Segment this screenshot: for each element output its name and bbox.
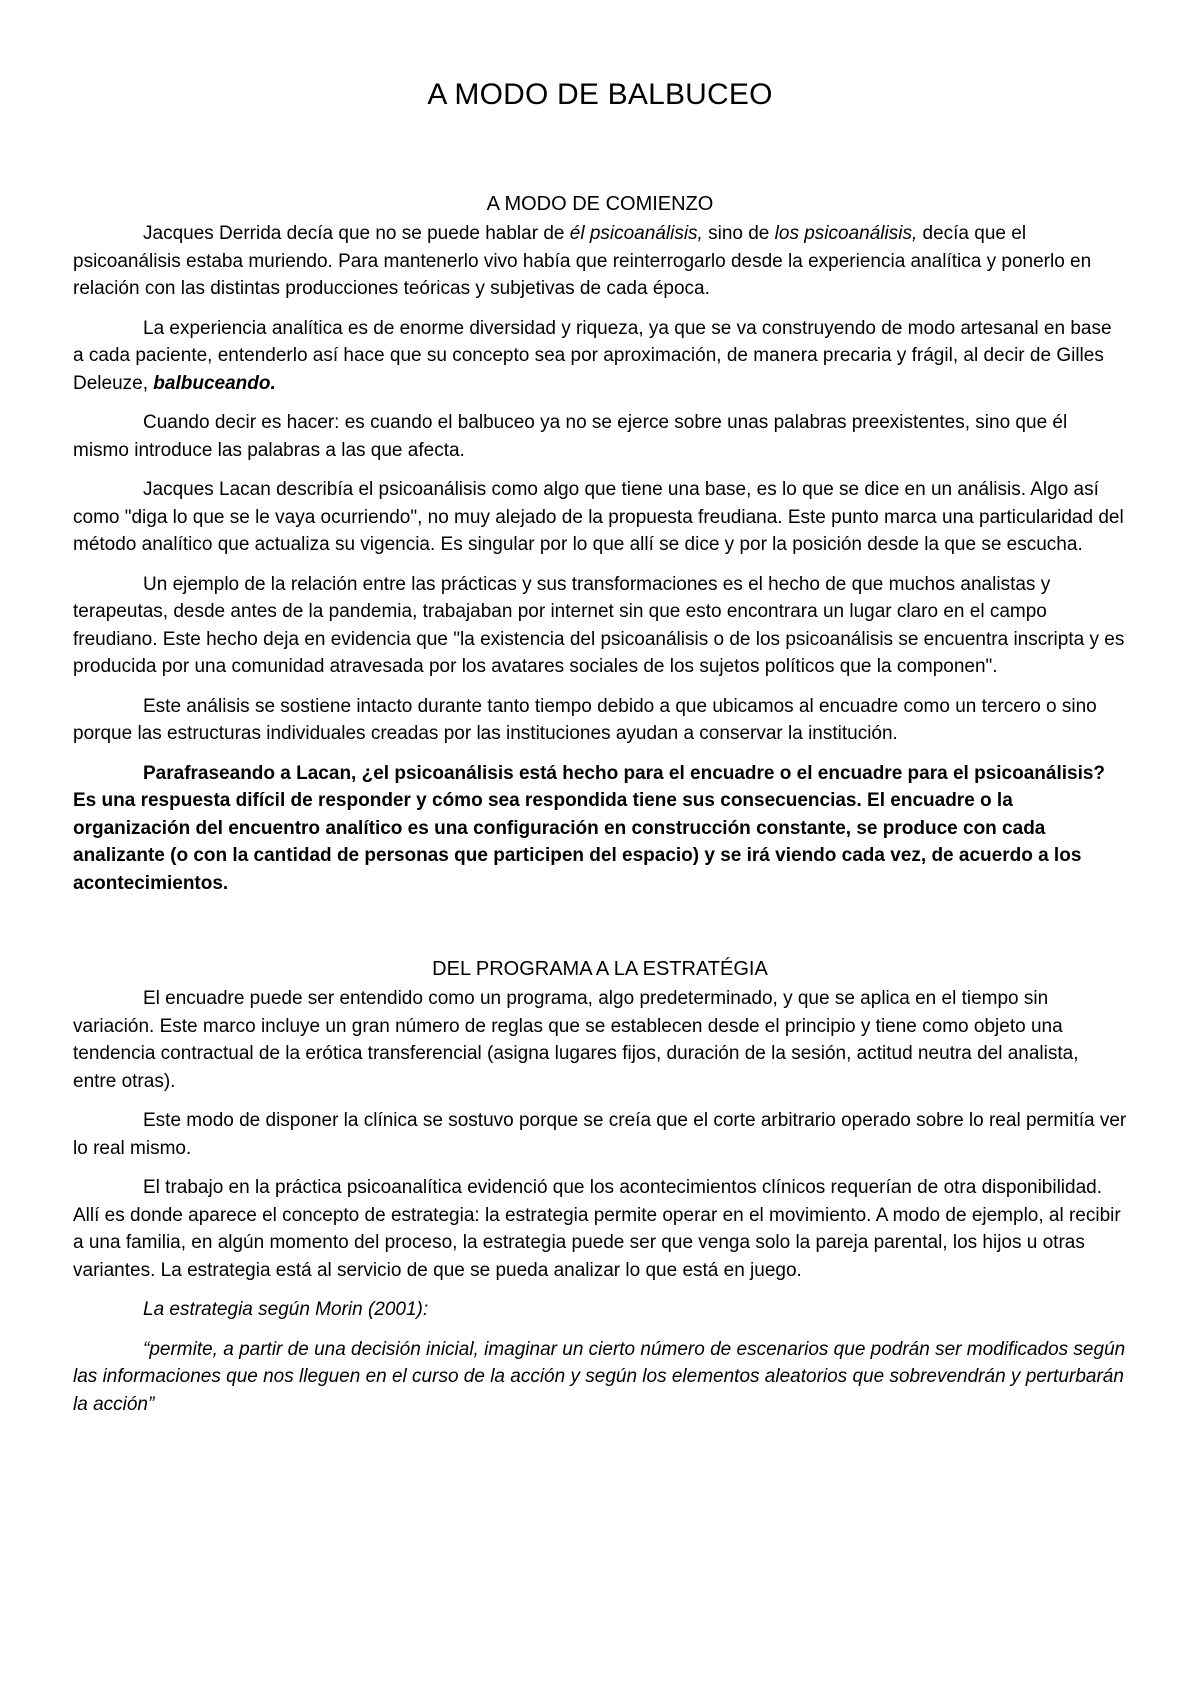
paragraph: Este modo de disponer la clínica se sostuvo porque se creía que el corte arbitrario operado sobre lo real permitía ver lo real mismo.: [73, 1110, 1127, 1159]
section-heading-comienzo: A MODO DE COMIENZO: [486, 193, 714, 215]
paragraph: Jacques Lacan describía el psicoanálisis como algo que tiene una base, es lo que se dice en un análisis. Algo así como "diga lo que se le vaya ocurriendo", no muy alejado de la propuesta freudiana. Este punto marca una particularidad del método analítico que actualiza su vigencia. Es singular por lo que allí se dice y por la posición desde la que se escucha.: [73, 479, 1124, 555]
document-title: A MODO DE BALBUCEO: [427, 78, 773, 111]
paragraph: El encuadre puede ser entendido como un programa, algo predeterminado, y que se aplica en el tiempo sin variación. Este marco incluye un gran número de reglas que se establecen desde el principio y tiene como objeto una tendencia contractual de la erótica transferencial (asigna lugares fijos, duración de la sesión, actitud neutra del analista, entre otras).: [73, 988, 1079, 1092]
paragraph: Un ejemplo de la relación entre las prácticas y sus transformaciones es el hecho de que muchos analistas y terapeutas, desde antes de la pandemia, trabajaban por internet sin que esto encontrara un lugar claro en el campo freudiano. Este hecho deja en evidencia que "la existencia del psicoanálisis o de los psicoanálisis se encuentra inscripta y es producida por una comunidad atravesada por los avatares sociales de los sujetos políticos que la componen".: [73, 573, 1125, 677]
paragraph: El trabajo en la práctica psicoanalítica evidenció que los acontecimientos clínicos requerían de otra disponibilidad. Allí es donde aparece el concepto de estrategia: la estrategia permite operar en el movimiento. A modo de ejemplo, al recibir a una familia, en algún momento del proceso, la estrategia puede ser que venga solo la pareja parental, los hijos u otras variantes. La estrategia está al servicio de que se pueda analizar lo que está en juego.: [73, 1177, 1121, 1281]
paragraph-text: sino de: [702, 223, 775, 244]
paragraph: Este análisis se sostiene intacto durante tanto tiempo debido a que ubicamos al encuadre como un tercero o sino porque las estructuras individuales creadas por las instituciones ayudan a conservar la institución.: [73, 695, 1097, 744]
paragraph-text: decía que el psicoanálisis estaba muriendo. Para mantenerlo vivo había que reinterrogarlo desde la experiencia analítica y ponerlo en relación con las distintas producciones teóricas y subjetivas de cada época.: [73, 223, 1092, 299]
paragraph-text: La experiencia analítica es de enorme diversidad y riqueza, ya que se va construyendo de modo artesanal en base a cada paciente, entenderlo así hace que su concepto sea por aproximación, de manera precaria y frágil, al decir de Gilles Deleuze,: [73, 317, 1112, 394]
paragraph: [73, 220, 1127, 303]
paragraph-emphasis: los psicoanálisis,: [774, 223, 918, 244]
paragraph: Cuando decir es hacer: es cuando el balbuceo ya no se ejerce sobre unas palabras preexistentes, sino que él mismo introduce las palabras a las que afecta.: [73, 412, 1068, 461]
paragraph: [73, 315, 1127, 398]
paragraph-emphasis: balbuceando.: [153, 372, 276, 394]
paragraph-bold: Parafraseando a Lacan, ¿el psicoanálisis está hecho para el encuadre o el encuadre para el psicoanálisis? Es una respuesta difícil de responder y cómo sea respondida tiene sus consecuencias. El encuadre o la organización del encuentro analítico es una configuración en construcción constante, se produce con cada analizante (o con la cantidad de personas que participen del espacio) y se irá viendo cada vez, de acuerdo a los acontecimientos.: [73, 762, 1106, 894]
paragraph-emphasis: él psicoanálisis,: [569, 223, 703, 244]
section-heading-programa: DEL PROGRAMA A LA ESTRATÉGIA: [432, 958, 768, 980]
quote: “permite, a partir de una decisión inicial, imaginar un cierto número de escenarios que podrán ser modificados según las informaciones que nos lleguen en el curso de la acción y según los elementos aleatorios que sobrevendrán y perturbarán la acción”: [73, 1338, 1126, 1415]
paragraph-italic: La estrategia según Morin (2001):: [143, 1299, 429, 1320]
paragraph-text: Jacques Derrida decía que no se puede hablar de: [143, 223, 570, 244]
